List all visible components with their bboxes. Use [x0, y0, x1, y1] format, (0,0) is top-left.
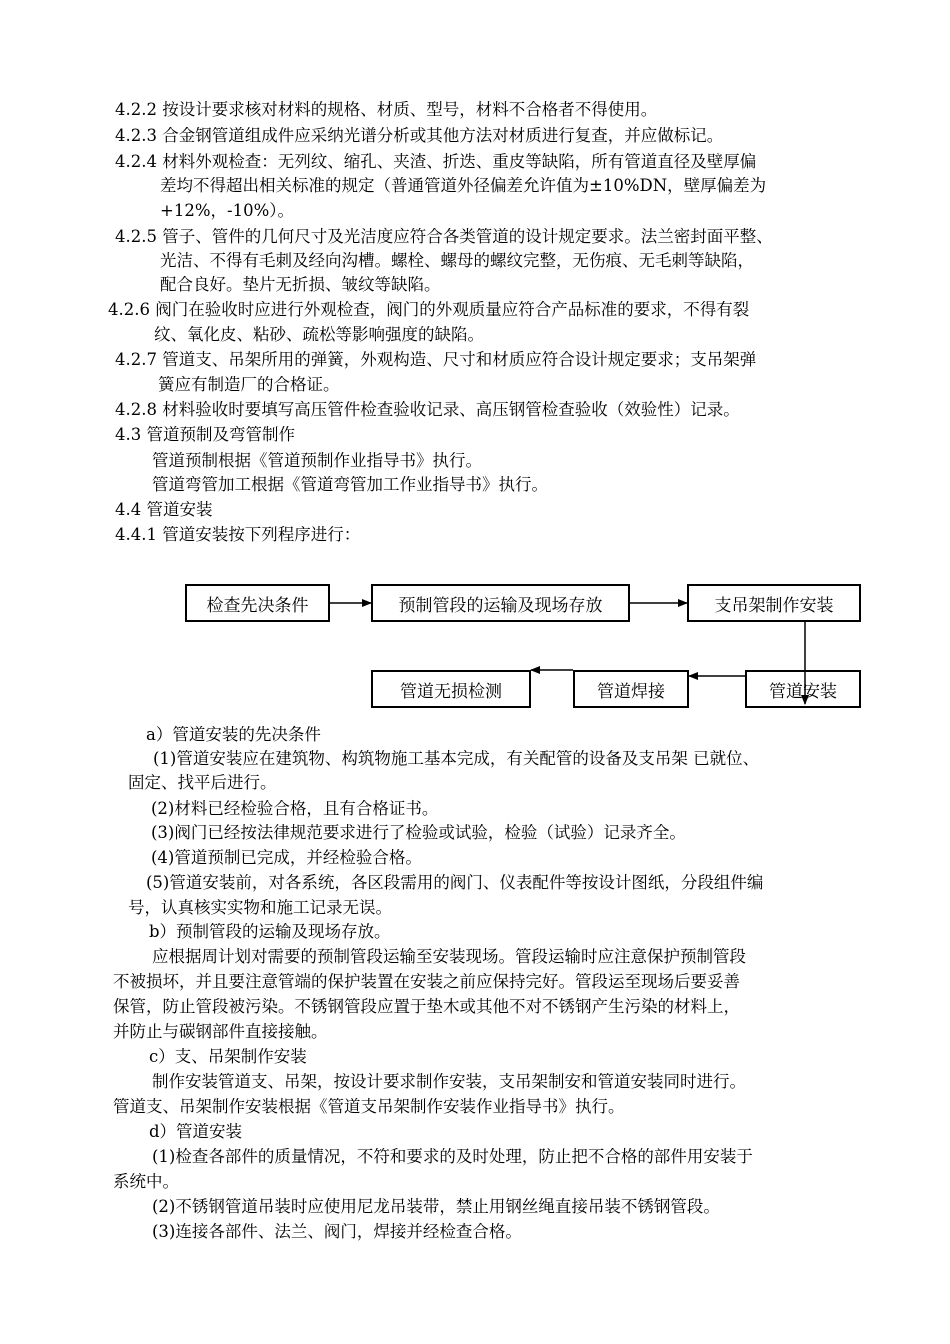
text-line: 制作安装管道支、吊架，按设计要求制作安装，支吊架制安和管道安装同时进行。: [152, 1072, 746, 1091]
subsection-heading: b）预制管段的运输及现场存放。: [149, 922, 391, 941]
text-line: 不被损坏，并且要注意管端的保护装置在安装之前应保持完好。管段运至现场后要妥善: [113, 972, 740, 991]
text-line: (2)材料已经检验合格，且有合格证书。: [151, 799, 439, 818]
text-line: 管道支、吊架制作安装根据《管道支吊架制作安装作业指导书》执行。: [113, 1097, 625, 1116]
flow-step-pipe-welding: 管道焊接: [573, 670, 689, 708]
text-line: 并防止与碳钢部件直接接触。: [113, 1022, 328, 1041]
text-line: 4.2.5 管子、管件的几何尺寸及光洁度应符合各类管道的设计规定要求。法兰密封面平整、: [115, 227, 773, 246]
text-line: (1)管道安装应在建筑物、构筑物施工基本完成，有关配管的设备及支吊架 已就位、: [153, 749, 760, 768]
text-line: 光洁、不得有毛刺及经向沟槽。螺栓、螺母的螺纹完整，无伤痕、无毛刺等缺陷，: [160, 251, 754, 270]
text-line: 差均不得超出相关标准的规定（普通管道外径偏差允许值为±10%DN，壁厚偏差为: [160, 176, 767, 195]
text-line: 管道预制根据《管道预制作业指导书》执行。: [152, 451, 482, 470]
text-line: 管道弯管加工根据《管道弯管加工作业指导书》执行。: [152, 475, 548, 494]
flow-step-check-prerequisites: 检查先决条件: [185, 584, 330, 622]
text-line: 4.2.6 阀门在验收时应进行外观检查，阀门的外观质量应符合产品标准的要求，不得有裂: [108, 300, 750, 319]
text-line: 保管，防止管段被污染。不锈钢管段应置于垫木或其他不对不锈钢产生污染的材料上，: [113, 997, 740, 1016]
text-line: 簧应有制造厂的合格证。: [158, 375, 340, 394]
text-line: (3)连接各部件、法兰、阀门，焊接并经检查合格。: [152, 1222, 522, 1241]
section-heading: 4.4 管道安装: [115, 500, 213, 519]
text-line: 应根据周计划对需要的预制管段运输至安装现场。管段运输时应注意保护预制管段: [152, 947, 746, 966]
text-line: 配合良好。垫片无折损、皱纹等缺陷。: [160, 275, 441, 294]
text-line: (5)管道安装前，对各系统，各区段需用的阀门、仪表配件等按设计图纸，分段组件编: [146, 873, 764, 892]
text-line: 4.2.3 合金钢管道组成件应采纳光谱分析或其他方法对材质进行复查，并应做标记。: [115, 126, 724, 145]
subsection-heading: d）管道安装: [149, 1122, 243, 1141]
text-line: 固定、找平后进行。: [128, 773, 277, 792]
text-line: (3)阀门已经按法律规范要求进行了检验或试验，检验（试验）记录齐全。: [151, 823, 686, 842]
flow-step-pipe-installation: 管道安装: [745, 670, 861, 708]
text-line: +12%，-10%）。: [160, 201, 294, 220]
text-line: (2)不锈钢管道吊装时应使用尼龙吊装带，禁止用钢丝绳直接吊装不锈钢管段。: [152, 1197, 720, 1216]
text-line: 4.4.1 管道安装按下列程序进行：: [115, 525, 361, 544]
subsection-heading: c）支、吊架制作安装: [149, 1047, 307, 1066]
text-line: 4.2.4 材料外观检查：无列纹、缩孔、夹渣、折迭、重皮等缺陷，所有管道直径及壁厚偏: [115, 152, 757, 171]
flow-step-support-fabrication: 支吊架制作安装: [687, 584, 861, 622]
text-line: 系统中。: [113, 1172, 179, 1191]
text-line: 4.2.2 按设计要求核对材料的规格、材质、型号，材料不合格者不得使用。: [115, 100, 658, 119]
text-line: 纹、氧化皮、粘砂、疏松等影响强度的缺陷。: [154, 325, 484, 344]
text-line: 4.2.7 管道支、吊架所用的弹簧，外观构造、尺寸和材质应符合设计规定要求；支吊架弹: [115, 350, 757, 369]
flow-step-ndt-inspection: 管道无损检测: [371, 670, 531, 708]
text-line: 号，认真核实实物和施工记录无误。: [128, 898, 392, 917]
text-line: (4)管道预制已完成，并经检验合格。: [151, 848, 422, 867]
flow-step-prefab-transport: 预制管段的运输及现场存放: [371, 584, 630, 622]
text-line: 4.2.8 材料验收时要填写高压管件检查验收记录、高压钢管检查验收（效验性）记录。: [115, 400, 740, 419]
section-heading: 4.3 管道预制及弯管制作: [115, 425, 295, 444]
subsection-heading: a）管道安装的先决条件: [146, 725, 321, 744]
text-line: (1)检查各部件的质量情况，不符和要求的及时处理，防止把不合格的部件用安装于: [152, 1147, 753, 1166]
